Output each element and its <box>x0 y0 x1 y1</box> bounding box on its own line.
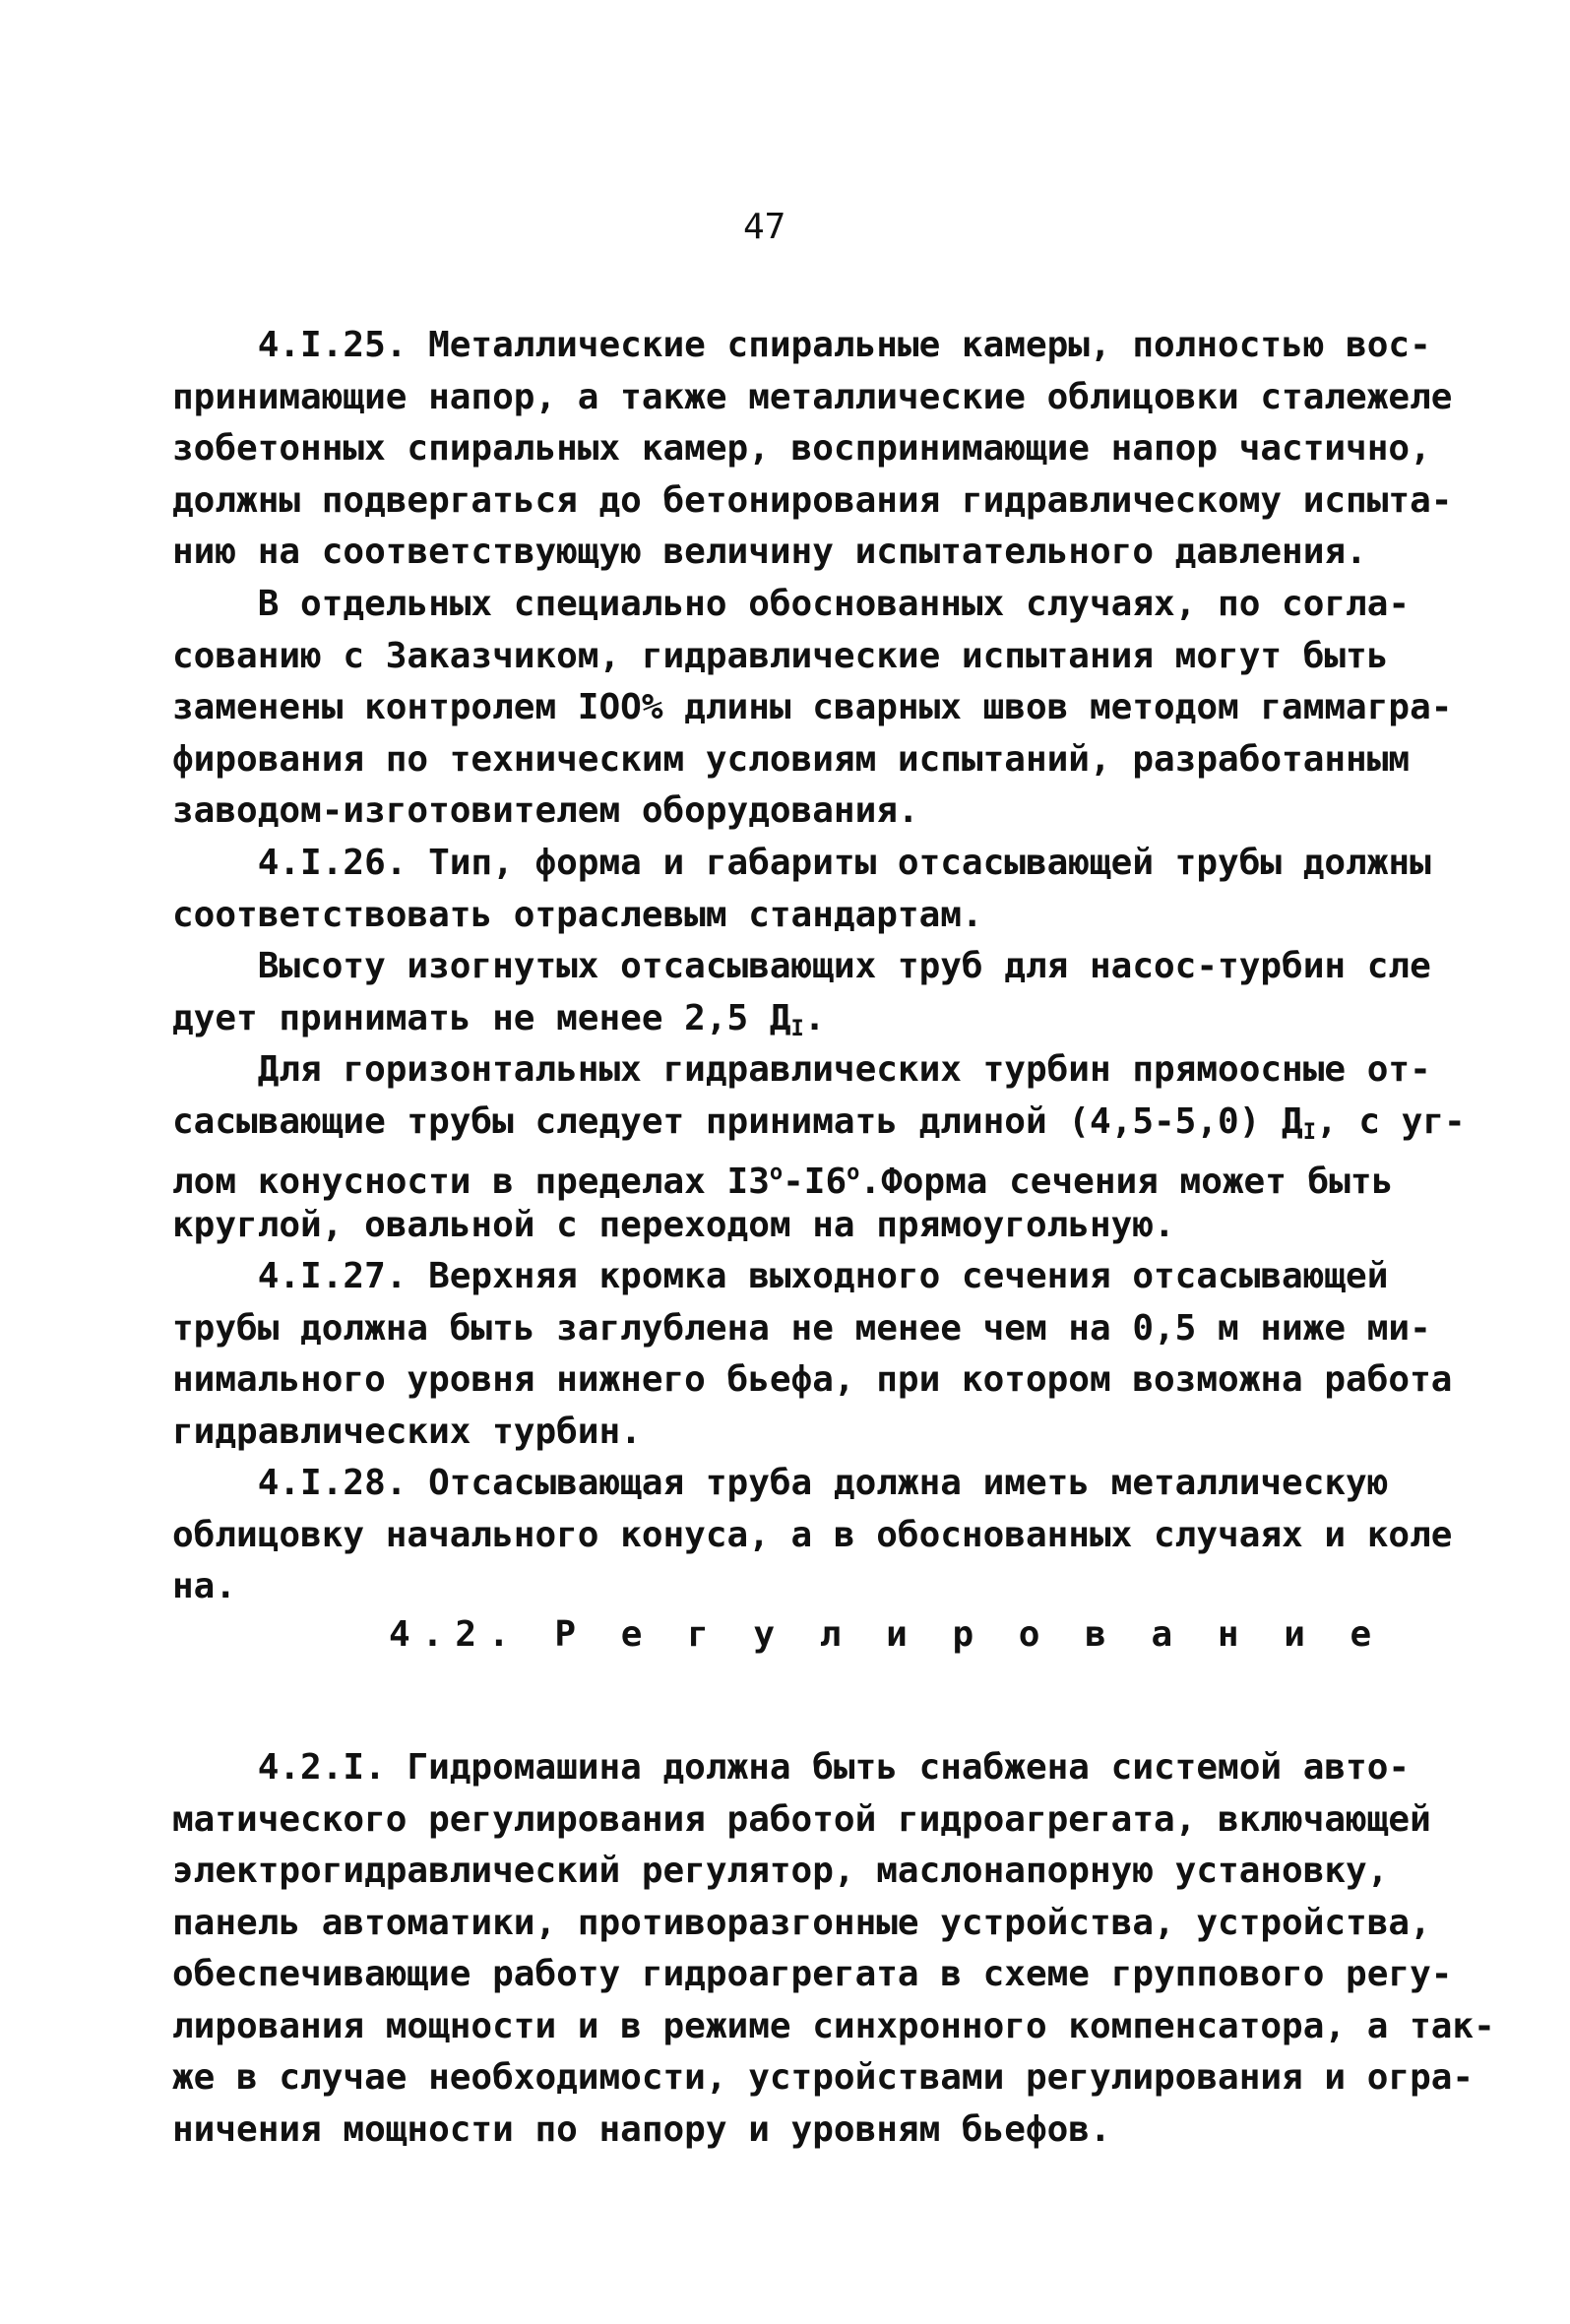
text-line <box>172 1097 1466 1149</box>
text-fragment: дует принимать не менее 2,5 Д <box>172 997 791 1038</box>
text-line: матического регулирования работой гидроагрегата, включающей <box>172 1798 1431 1840</box>
paragraph-4-1-28 <box>172 1458 1453 1613</box>
paragraph-4-1-25-note <box>172 579 1453 838</box>
text-line: В отдельных специально обоснованных случаях, по согла- <box>172 584 1411 624</box>
text-line: электрогидравлический регулятор, маслонапорную установку, <box>172 1851 1389 1891</box>
text-line: принимающие напор, а также металлические облицовки сталежеле <box>172 376 1453 417</box>
text-line: фирования по техническим условиям испытаний, разработанным <box>172 738 1411 780</box>
text-line: заводом-изготовителем оборудования. <box>172 790 919 831</box>
text-line: нию на соответствующую величину испытательного давления. <box>172 532 1367 572</box>
text-line: заменены контролем IOO% длины сварных швов методом гаммагра- <box>172 687 1453 727</box>
text-line: же в случае необходимости, устройствами регулирования и огра- <box>172 2057 1475 2098</box>
text-line: 4.2.I. Гидромашина должна быть снабжена системой авто- <box>172 1747 1411 1788</box>
superscript: о <box>847 1161 860 1185</box>
superscript: о <box>769 1161 784 1185</box>
paragraph-4-1-25 <box>172 320 1453 579</box>
text-fragment: .Форма сечения может быть <box>859 1162 1394 1202</box>
paragraph-4-1-26 <box>172 838 1431 941</box>
text-line: трубы должна быть заглублена не менее чем на 0,5 м ниже ми- <box>172 1307 1431 1349</box>
text-line <box>172 1148 1403 1200</box>
text-line: нимального уровня нижнего бьефа, при котором возможна работа <box>172 1359 1453 1400</box>
text-fragment: -I6 <box>783 1162 848 1202</box>
text-fragment: , с уг- <box>1315 1100 1466 1142</box>
text-line: панель автоматики, противоразгонные устройства, устройства, <box>172 1902 1431 1943</box>
subscript: I <box>1302 1119 1316 1145</box>
text-fragment: лом конусности в пределах I3 <box>172 1162 770 1202</box>
paragraph-4-1-27 <box>172 1251 1453 1458</box>
text-line: сованию с Заказчиком, гидравлические испытания могут быть <box>172 635 1389 676</box>
subscript: I <box>790 1016 804 1041</box>
text-line: гидравлических турбин. <box>172 1411 642 1452</box>
text-fragment: сасывающие трубы следует принимать длиной (4,5-5,0) Д <box>172 1100 1303 1142</box>
text-line: 4.I.26. Тип, форма и габариты отсасывающей трубы должны <box>172 843 1431 883</box>
text-line: 4.I.25. Металлические спиральные камеры, полностью вос- <box>172 325 1431 365</box>
text-line: Высоту изогнутых отсасывающих труб для насос-турбин сле <box>172 946 1431 986</box>
text-line: лирования мощности и в режиме синхронного компенсатора, а так- <box>172 2005 1495 2046</box>
text-line: должны подвергаться до бетонирования гидравлическому испыта- <box>172 479 1453 521</box>
text-fragment: . <box>803 997 826 1038</box>
paragraph-4-2-1 <box>172 1742 1495 2156</box>
text-line: на. <box>172 1566 237 1606</box>
text-line: облицовку начального конуса, а в обоснованных случаях и коле <box>172 1514 1453 1555</box>
text-line: ничения мощности по напору и уровням бьефов. <box>172 2108 1111 2150</box>
text-line: круглой, овальной с переходом на прямоугольную. <box>172 1204 1175 1245</box>
text-line <box>172 993 1403 1045</box>
text-line: Для горизонтальных гидравлических турбин прямоосные от- <box>172 1049 1431 1090</box>
text-line: зобетонных спиральных камер, воспринимающие напор частично, <box>172 428 1431 469</box>
text-line: обеспечивающие работу гидроагрегата в схеме группового регу- <box>172 1954 1453 1994</box>
page-number: 47 <box>743 207 786 247</box>
paragraph-4-1-26-horizontal <box>172 1044 1466 1251</box>
text-line: 4.I.27. Верхняя кромка выходного сечения отсасывающей <box>172 1256 1389 1296</box>
paragraph-4-1-26-height <box>172 941 1431 1044</box>
text-line: соответствовать отраслевым стандартам. <box>172 894 983 935</box>
section-heading: 4.2. Р е г у л и р о в а н и е <box>389 1614 1384 1655</box>
text-line: 4.I.28. Отсасывающая труба должна иметь металлическую <box>172 1463 1389 1503</box>
